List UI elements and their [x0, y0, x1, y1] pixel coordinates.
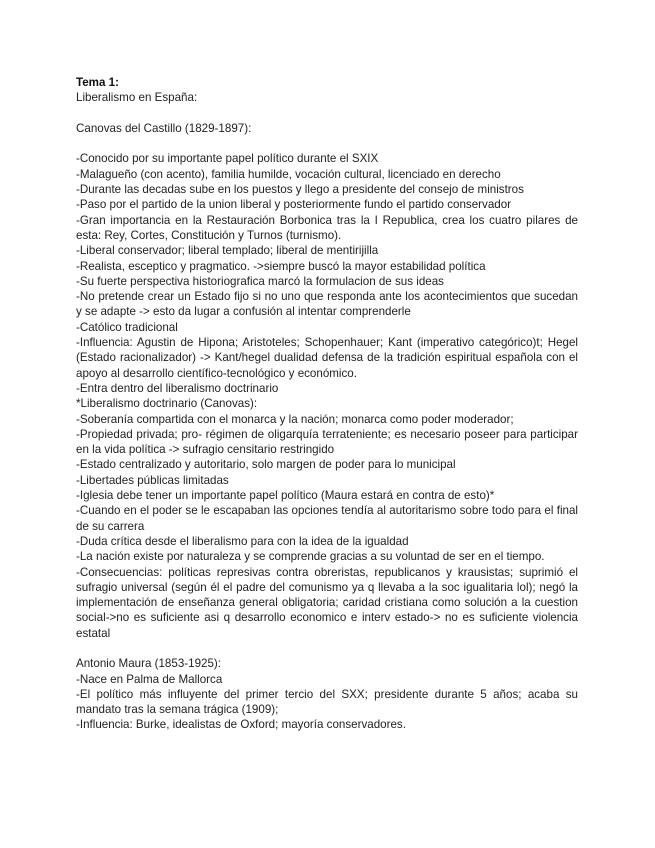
list-item: -Su fuerte perspectiva historiografica marcó la formulacion de sus ideas: [76, 274, 444, 288]
list-item: -Cuando en el poder se le escapaban las opciones tendía al autoritarismo sobre todo para el final de su carrera: [76, 504, 578, 533]
list-item: -Nace en Palma de Mallorca: [76, 672, 223, 686]
list-item: -La nación existe por naturaleza y se comprende gracias a su voluntad de ser en el tiempo.: [76, 550, 545, 564]
list-item: -Liberal conservador; liberal templado; liberal de mentirijilla: [76, 244, 379, 258]
list-item: -Consecuencias: políticas represivas contra obreristas, republicanos y krausistas; suprimió el sufragio universal (según él el padre del comunismo ya q llevaba a la soc igualitaria lol); negó la implementación de enseñanza general obligatoria; caridad cristiana como solución a la cuestion social->no es suficiente asi q desarrollo economico e interv estado-> no es suficiente violencia estatal: [76, 565, 578, 640]
list-item: -Católico tradicional: [76, 320, 178, 334]
list-item: -Malagueño (con acento), familia humilde, vocación cultural, licenciado en derecho: [76, 167, 501, 181]
document-page: [76, 75, 578, 733]
list-item: -El político más influyente del primer tercio del SXX; presidente durante 5 años; acaba su mandato tras la semana trágica (1909);: [76, 687, 578, 717]
list-item: -Soberanía compartida con el monarca y la nación; monarca como poder moderador;: [76, 412, 514, 426]
list-item: -Estado centralizado y autoritario, solo margen de poder para lo municipal: [76, 458, 456, 472]
list-item: -Iglesia debe tener un importante papel político (Maura estará en contra de esto)*: [76, 489, 495, 503]
list-item: -Influencia: Agustin de Hipona; Aristoteles; Schopenhauer; Kant (imperativo categórico)t; Hegel (Estado racionalizador) -> Kant/hegel dualidad defensa de la tradición espiritual española con el apoyo al desarrollo científico-tecnológico y económico.: [76, 336, 578, 380]
list-item: -Paso por el partido de la union liberal y posteriormente fundo el partido conservador: [76, 198, 512, 212]
canovas-list: [76, 151, 578, 641]
spacer: [76, 641, 578, 656]
document-subtitle: Liberalismo en España:: [76, 91, 198, 105]
maura-list: [76, 672, 578, 733]
list-item: -Duda crítica desde el liberalismo para con la idea de la igualdad: [76, 534, 409, 548]
list-item: *Liberalismo doctrinario (Canovas):: [76, 397, 258, 411]
list-item: -Durante las decadas sube en los puestos y llego a presidente del consejo de ministros: [76, 183, 524, 197]
spacer: [76, 136, 578, 151]
section-heading-maura: Antonio Maura (1853-1925):: [76, 657, 222, 671]
spacer: [76, 106, 578, 121]
document-title: Tema 1:: [76, 76, 119, 89]
list-item: -Propiedad privada; pro- régimen de oligarquía terrateniente; es necesario poseer para participar en la vida política -> sufragio censitario restringido: [76, 427, 578, 457]
list-item: -Libertades públicas limitadas: [76, 473, 229, 487]
list-item: -Influencia: Burke, idealistas de Oxford; mayoría conservadores.: [76, 718, 406, 732]
list-item: -Entra dentro del liberalismo doctrinario: [76, 381, 279, 395]
section-heading-canovas: Canovas del Castillo (1829-1897):: [76, 121, 252, 135]
list-item: -Gran importancia en la Restauración Borbonica tras la I Republica, crea los cuatro pilares de esta: Rey, Cortes, Constitución y Turnos (turnismo).: [76, 213, 578, 242]
list-item: -Realista, esceptico y pragmatico. ->siempre buscó la mayor estabilidad política: [76, 259, 486, 273]
list-item: -No pretende crear un Estado fijo si no uno que responda ante los acontecimientos que sucedan y se adapte -> esto da lugar a confusión al intentar comprenderle: [76, 290, 578, 319]
list-item: -Conocido por su importante papel político durante el SXIX: [76, 152, 379, 166]
